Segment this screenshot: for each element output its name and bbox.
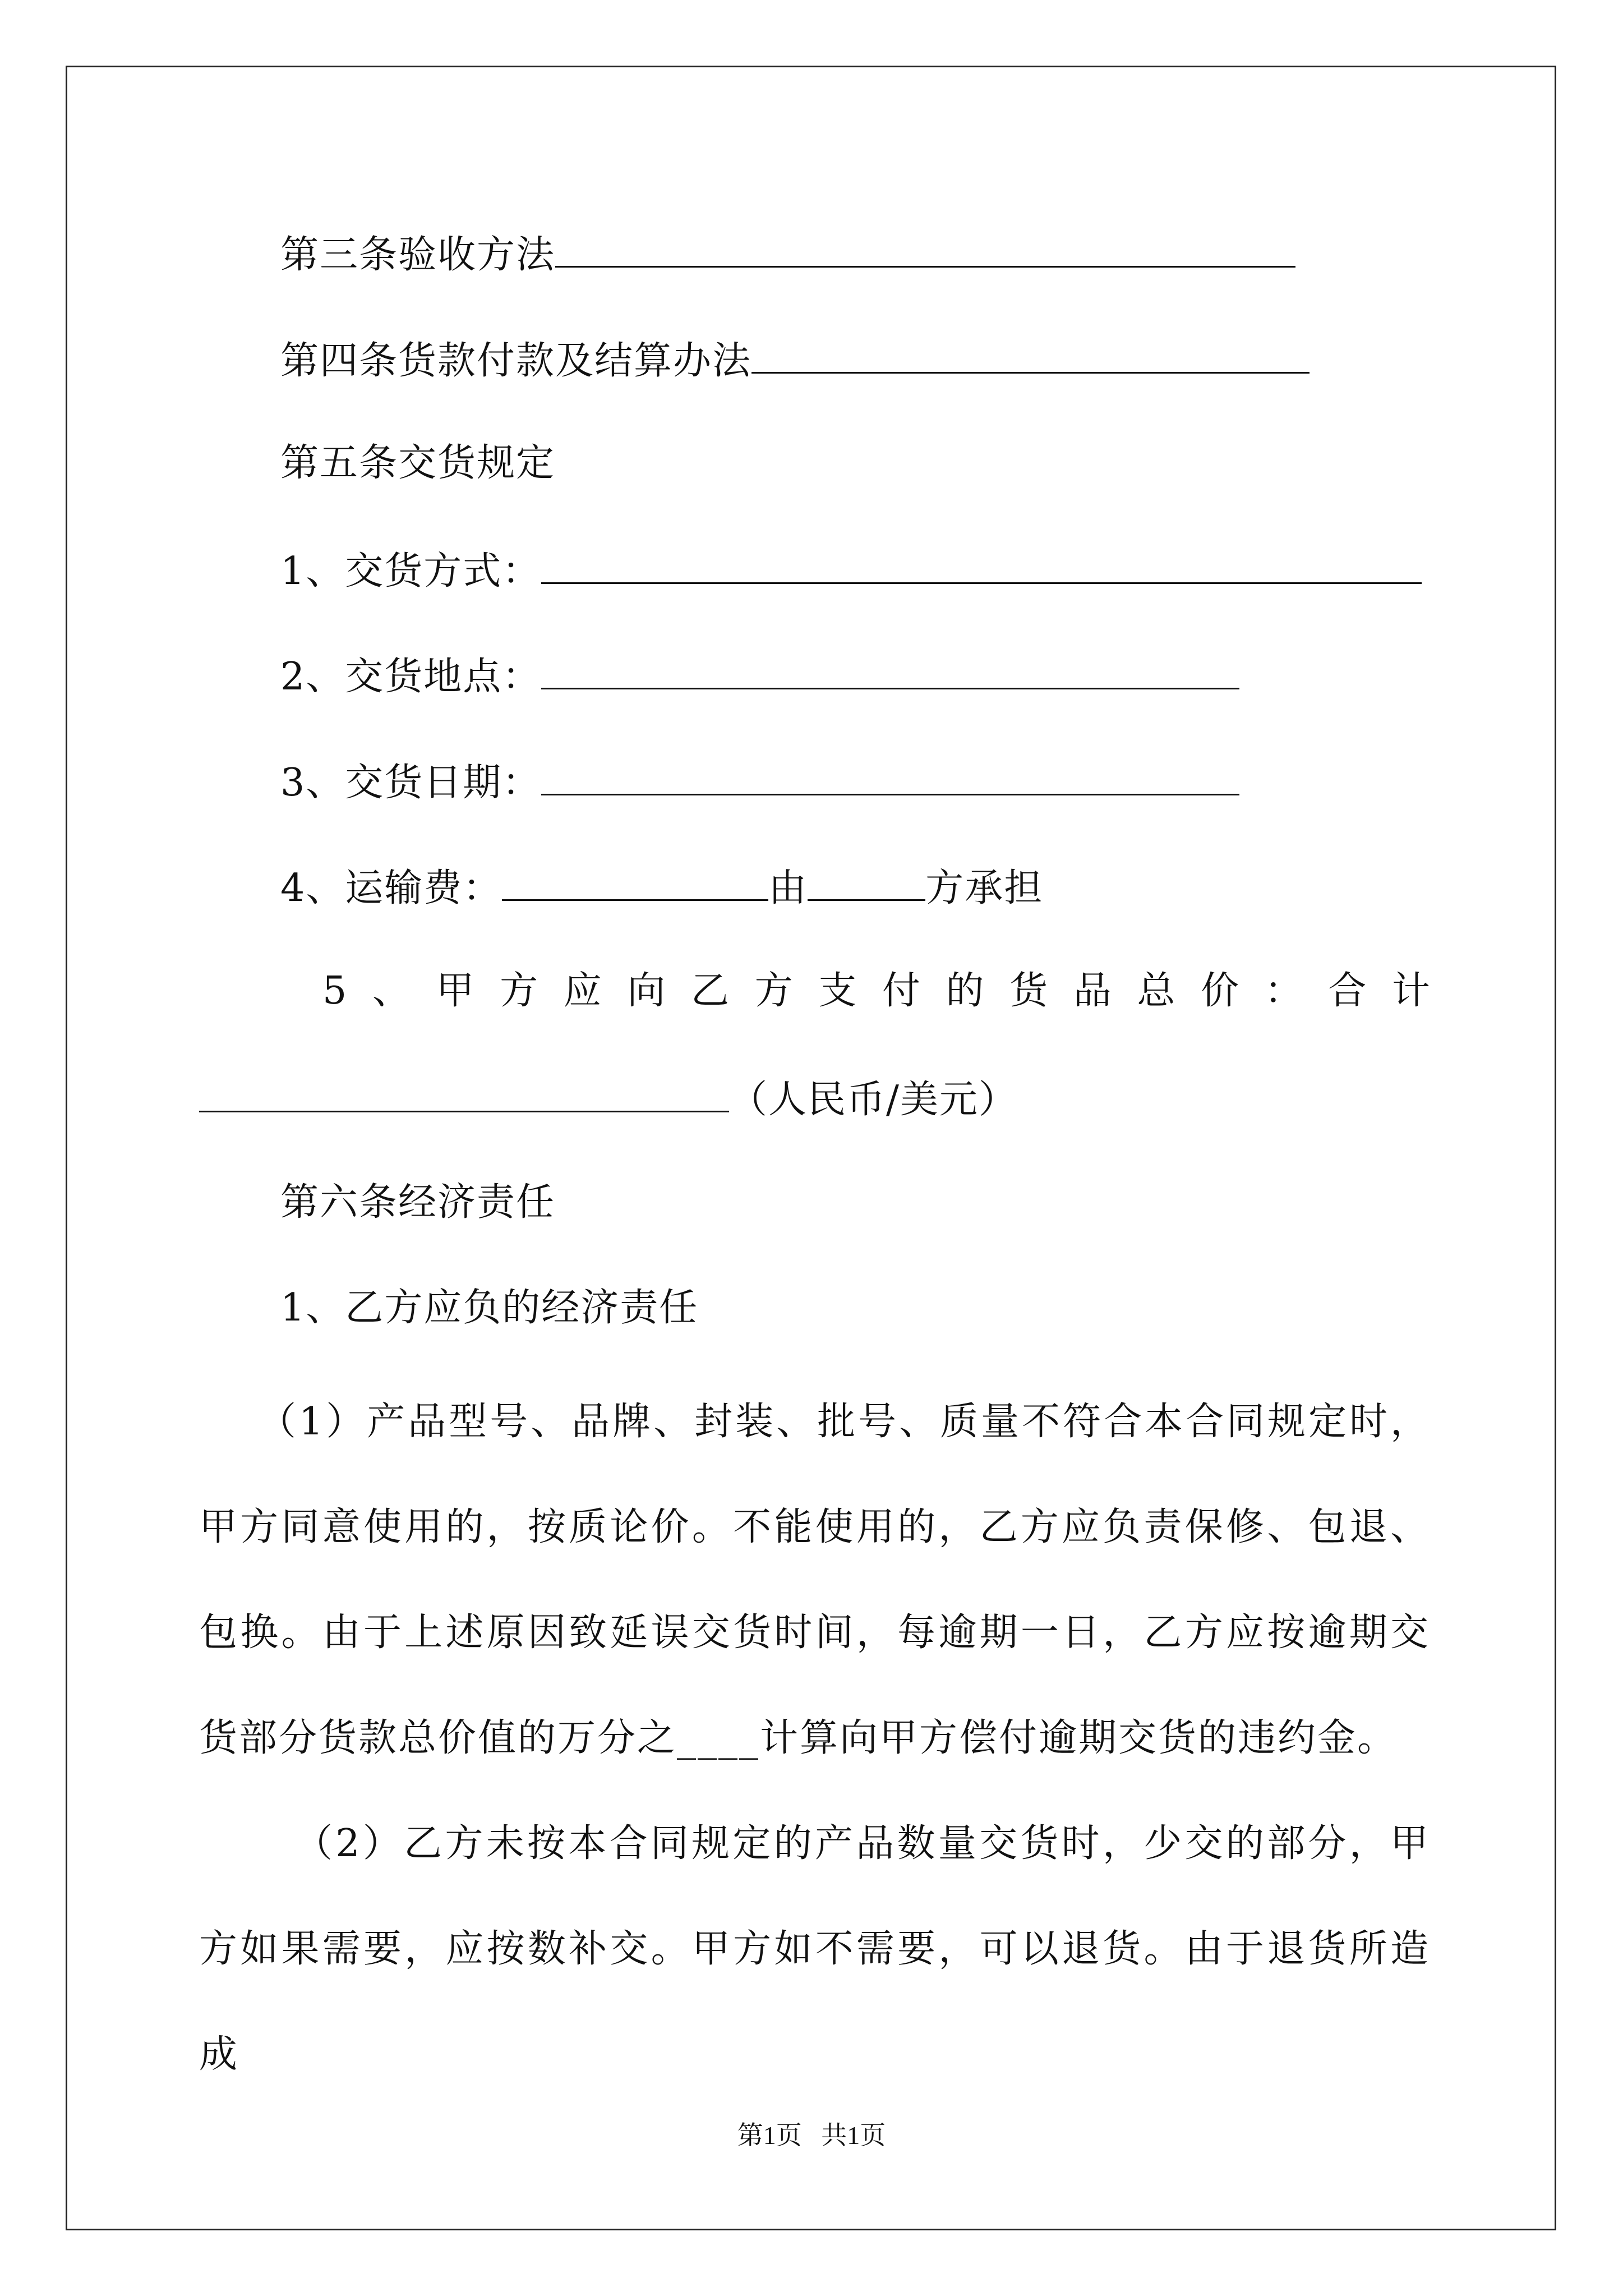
currency-label: （人民币/美元）: [729, 1078, 1018, 1122]
delivery-method-label: 1、交货方式：: [280, 549, 542, 593]
total-char: 付: [882, 969, 920, 1013]
total-amount-blank: [199, 1078, 729, 1112]
delivery-date-label: 3、交货日期：: [280, 761, 542, 805]
total-char: 应: [563, 969, 602, 1013]
total-char: 货: [1009, 969, 1048, 1013]
total-char: 品: [1073, 969, 1112, 1013]
total-char: 方: [500, 969, 538, 1013]
delivery-place-label: 2、交货地点：: [280, 655, 542, 699]
freight-amount-blank: [502, 867, 768, 901]
total-char: 、: [372, 969, 411, 1013]
total-char: 合: [1328, 969, 1367, 1013]
total-char: 向: [627, 969, 666, 1013]
acceptance-method-blank: [555, 233, 1295, 268]
total-char: 价: [1201, 969, 1239, 1013]
delivery-date-line: [280, 761, 1239, 805]
clause-1-paragraph: （1）产品型号、品牌、封装、批号、质量不符合本合同规定时，甲方同意使用的，按质论价。不能使用的，乙方应负责保修、包退、包换。由于上述原因致延误交货时间，每逾期一日，乙方应按逾期交货部分货款总价值的万分之____计算向甲方偿付逾期交货的违约金。: [199, 1400, 1430, 1760]
article-3-line: [280, 233, 1295, 277]
article-4-label: 第四条货款付款及结算办法: [280, 339, 752, 383]
delivery-place-line: [280, 655, 1239, 699]
article-6-heading: 第六条经济责任: [280, 1180, 556, 1225]
article-3-label: 第三条验收方法: [280, 233, 556, 277]
clause-2-paragraph: （2）乙方未按本合同规定的产品数量交货时，少交的部分，甲方如果需要，应按数补交。甲方如不需要，可以退货。由于退货所造成: [199, 1821, 1430, 2077]
article-4-line: [280, 339, 1310, 383]
delivery-place-blank: [541, 655, 1239, 689]
currency-line: [199, 1078, 1018, 1122]
total-char: 总: [1137, 969, 1175, 1013]
delivery-method-line: [280, 550, 1422, 591]
seller-responsibility-heading: 1、乙方应负的经济责任: [280, 1286, 699, 1330]
total-char: 5: [322, 969, 347, 1013]
delivery-method-blank: [541, 550, 1422, 584]
page-footer: 第1页 共1页: [737, 2121, 886, 2150]
total-char: 支: [818, 969, 857, 1013]
freight-label: 4、运输费：: [280, 866, 502, 910]
delivery-date-blank: [541, 761, 1239, 795]
freight-by-label: 由: [768, 866, 808, 910]
payment-method-blank: [751, 339, 1310, 374]
article-5-heading: 第五条交货规定: [280, 441, 556, 485]
total-char: ：: [1264, 969, 1303, 1013]
freight-party-blank: [808, 867, 925, 901]
total-price-line: [322, 969, 1430, 1013]
total-char: 方: [754, 969, 793, 1013]
total-char: 计: [1391, 969, 1430, 1013]
total-char: 的: [946, 969, 984, 1013]
freight-line: [280, 867, 1043, 908]
total-char: 甲: [436, 969, 474, 1013]
total-char: 乙: [691, 969, 730, 1013]
freight-bear-label: 方承担: [925, 866, 1044, 910]
